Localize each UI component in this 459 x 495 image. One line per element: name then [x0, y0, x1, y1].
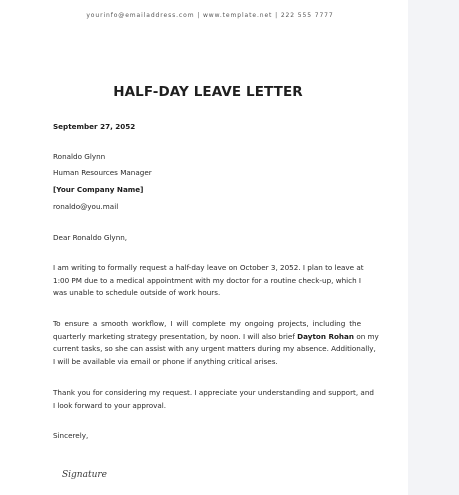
contact-header: yourinfo@emailaddress.com | www.template.net | 222 555 7777 [86, 12, 334, 19]
paragraph-text: on my [356, 331, 379, 341]
paragraph-line: To ensure a smooth workflow, I will complete my ongoing projects, including the [53, 319, 361, 328]
recipient-position: Human Resources Manager [53, 168, 152, 177]
recipient-name: Ronaldo Glynn [53, 152, 106, 161]
paragraph-line: current tasks, so she can assist with any urgent matters during my absence. Additionally, [53, 344, 376, 354]
signature: Signature [62, 470, 108, 480]
paragraph-line: 1:00 PM due to a medical appointment with my doctor for a routine check-up, which I [53, 275, 362, 285]
letter-title: HALF-DAY LEAVE LETTER [113, 84, 303, 100]
viewer-margin [408, 0, 459, 495]
paragraph-line: I am writing to formally request a half-day leave on October 3, 2052. I plan to leave at [53, 263, 364, 272]
paragraph-thanks [53, 387, 374, 412]
paragraph-workflow [53, 318, 379, 368]
recipient-email: ronaldo@you.mail [53, 202, 119, 211]
letter-date: September 27, 2052 [53, 122, 136, 131]
paragraph-line: I will be available via email or phone if anything critical arises. [53, 356, 278, 366]
paragraph-request [53, 262, 364, 300]
closing: Sincerely, [53, 431, 89, 440]
recipient-company: [Your Company Name] [53, 185, 144, 194]
colleague-name: Dayton Rohan [297, 331, 355, 341]
paragraph-line [53, 331, 379, 344]
salutation: Dear Ronaldo Glynn, [53, 233, 128, 242]
paragraph-line: was unable to schedule outside of work hours. [53, 288, 221, 298]
paragraph-line: I look forward to your approval. [53, 400, 167, 410]
paragraph-line: Thank you for considering my request. I appreciate your understanding and support, and [53, 388, 374, 397]
paragraph-text: quarterly marketing strategy presentation, by noon. I will also brief [53, 331, 295, 341]
